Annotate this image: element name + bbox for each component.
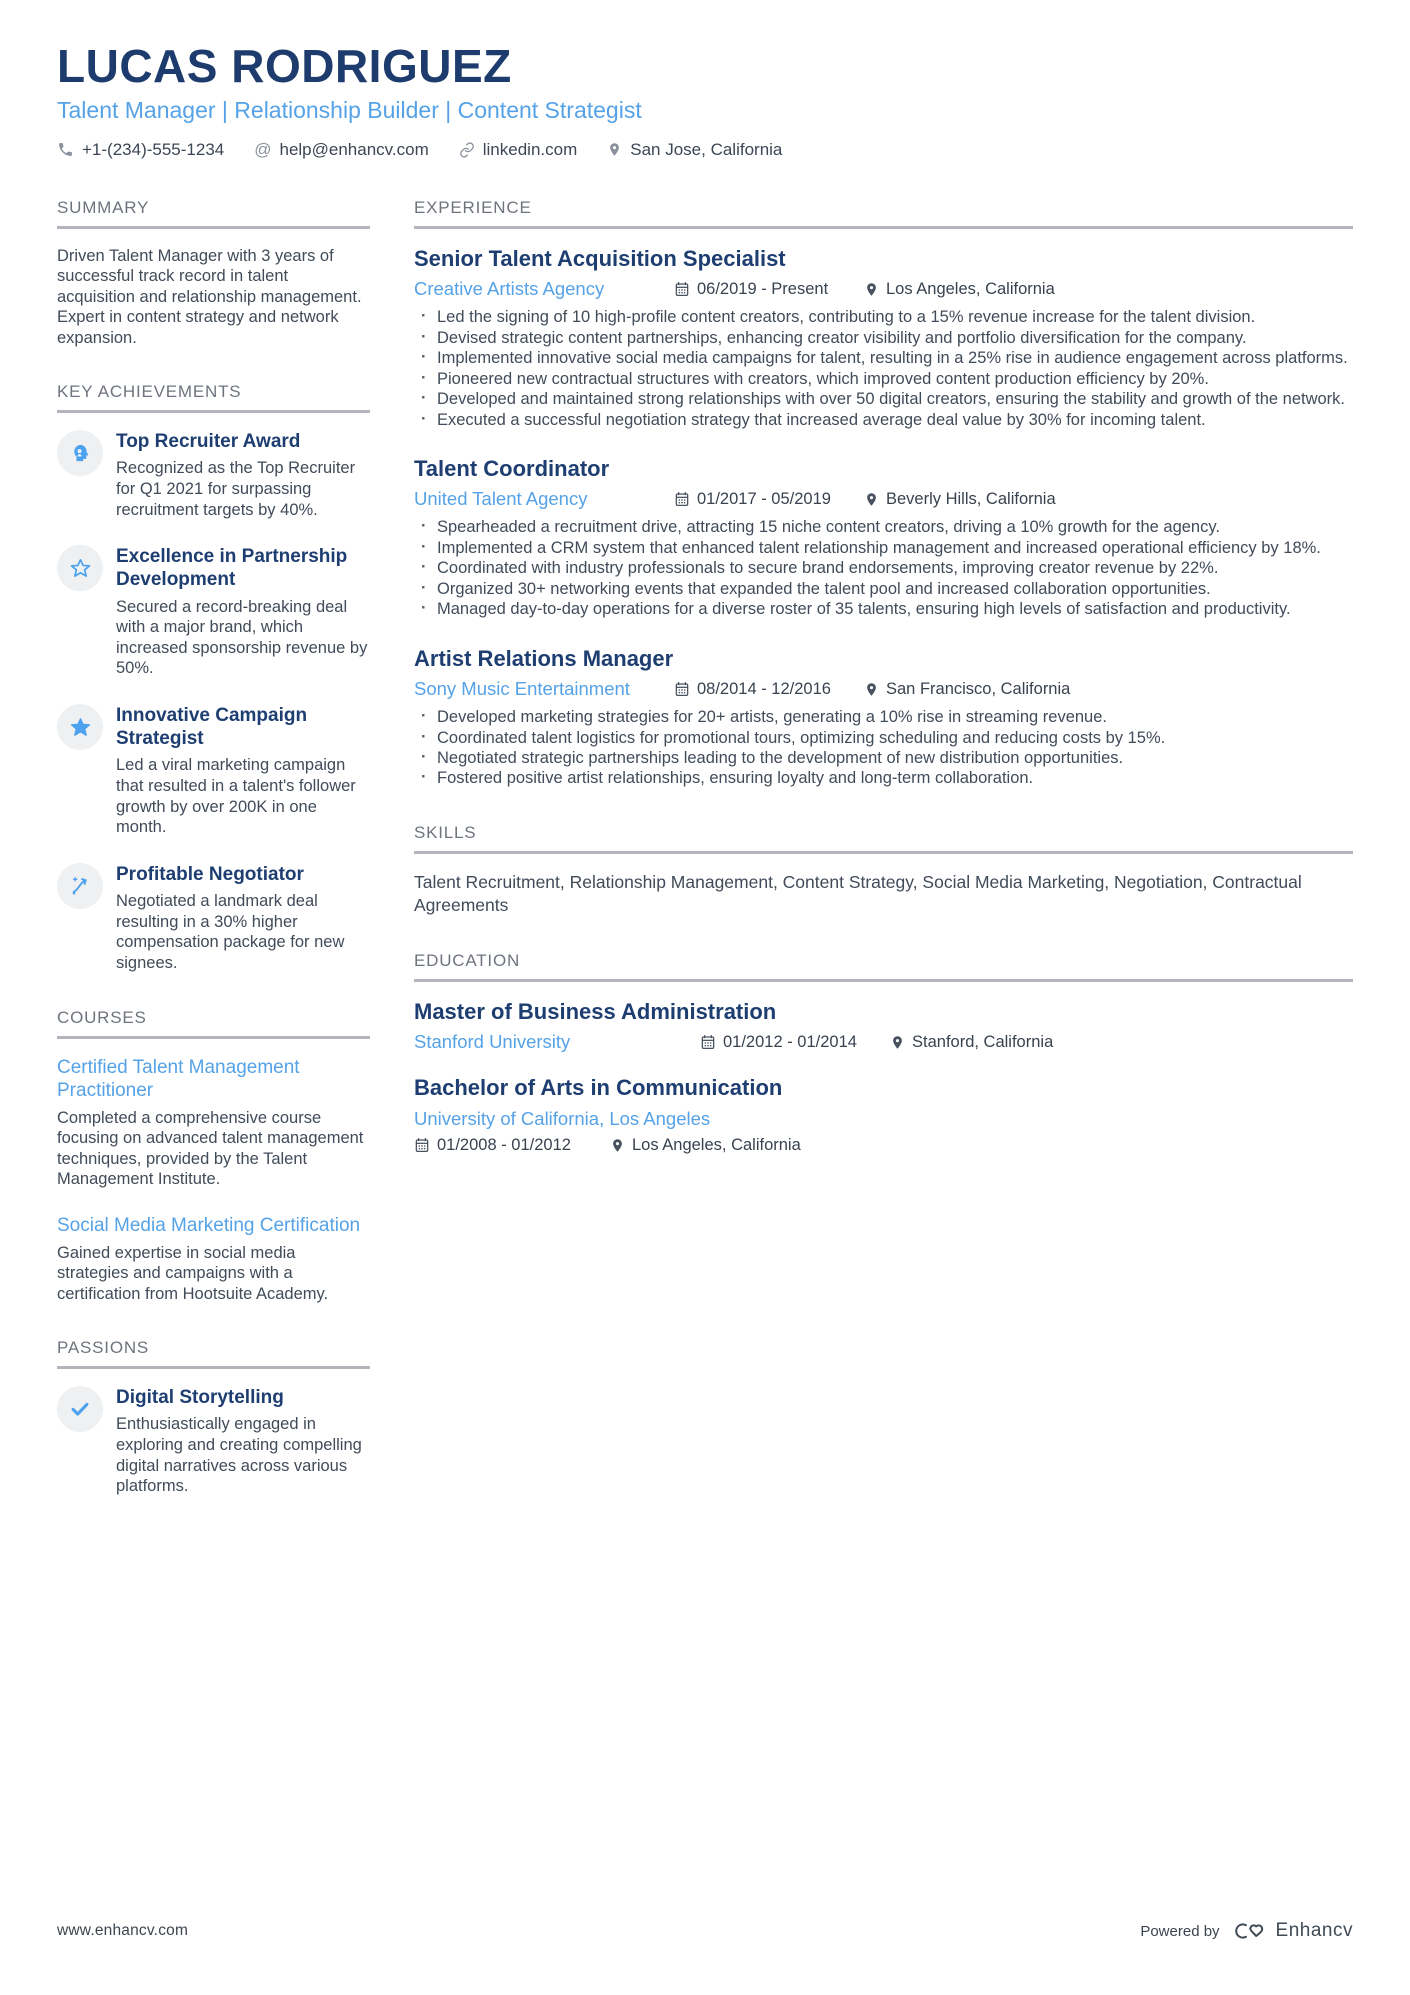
bullet: · Coordinated talent logistics for promotional tours, optimizing scheduling and reducing costs by 15%. <box>414 728 1353 748</box>
brand-name: Enhancv <box>1275 1920 1353 1941</box>
passion-title: Digital Storytelling <box>116 1387 284 1409</box>
powered-by-label: Powered by <box>1140 1922 1220 1940</box>
bullet: · Coordinated with industry professionals to secure brand endorsements, improving creator revenue by 22%. <box>414 558 1353 578</box>
bullet: · Led the signing of 10 high-profile content creators, contributing to a 15% revenue increase for the talent division. <box>414 307 1353 327</box>
calendar-icon <box>414 1137 430 1153</box>
summary-section <box>57 198 370 348</box>
calendar-icon <box>674 491 690 507</box>
summary-heading: SUMMARY <box>57 198 370 229</box>
education-entry <box>414 1075 1353 1154</box>
contact-location <box>607 140 782 160</box>
bullet: · Devised strategic content partnerships, enhancing creator visibility and portfolio diversification for the company. <box>414 328 1353 348</box>
location-icon <box>864 492 879 507</box>
bullet: · Executed a successful negotiation strategy that increased average deal value by 30% for incoming talent. <box>414 410 1353 430</box>
job-bullets <box>414 707 1353 789</box>
contact-phone[interactable] <box>57 140 224 160</box>
achievement-title: Innovative Campaign Strategist <box>116 705 308 750</box>
contact-row <box>57 140 1353 160</box>
email-icon: @ <box>254 139 272 159</box>
job-location: Beverly Hills, California <box>886 489 1056 508</box>
contact-email[interactable] <box>254 140 429 160</box>
enhancv-logo[interactable] <box>1232 1919 1353 1943</box>
job-title: Artist Relations Manager <box>414 645 674 671</box>
education-degree: Master of Business Administration <box>414 999 777 1025</box>
education-school: University of California, Los Angeles <box>414 1107 711 1129</box>
contact-linkedin-text: linkedin.com <box>482 139 578 159</box>
contact-linkedin[interactable] <box>459 140 578 160</box>
job-entry <box>414 456 1353 620</box>
achievement-text: Secured a record-breaking deal with a major brand, which increased sponsorship revenue by 50%. <box>116 597 368 678</box>
education-degree: Bachelor of Arts in Communication <box>414 1075 783 1101</box>
education-school: Stanford University <box>414 1031 571 1053</box>
left-column <box>57 198 370 1531</box>
job-location: Los Angeles, California <box>886 279 1055 298</box>
passion-text: Enthusiastically engaged in exploring and creating compelling digital narratives across various platforms. <box>116 1415 362 1496</box>
course-text: Completed a comprehensive course focusing on advanced talent management techniques, provided by the Talent Management Institute. <box>57 1108 364 1189</box>
bullet: · Spearheaded a recruitment drive, attracting 15 niche content creators, driving a 10% growth for the agency. <box>414 517 1353 537</box>
job-company: United Talent Agency <box>414 488 588 510</box>
contact-location-text: San Jose, California <box>630 139 783 159</box>
achievement-title: Top Recruiter Award <box>116 431 301 453</box>
location-icon <box>610 1138 625 1153</box>
location-icon <box>864 682 879 697</box>
bullet: · Implemented a CRM system that enhanced talent relationship management and increased operational efficiency by 18%. <box>414 538 1353 558</box>
star-filled-icon <box>57 704 103 750</box>
job-entry <box>414 646 1353 789</box>
bullet: · Developed and maintained strong relationships with over 50 digital creators, ensuring the stability and growth of the network. <box>414 389 1353 409</box>
experience-heading: EXPERIENCE <box>414 198 1353 229</box>
page-footer <box>57 1919 1353 1943</box>
job-entry <box>414 246 1353 430</box>
right-column <box>414 198 1353 1531</box>
achievement-item <box>57 545 370 679</box>
website-link[interactable]: www.enhancv.com <box>57 1922 189 1939</box>
course-title: Social Media Marketing Certification <box>57 1214 361 1236</box>
key-achievements-heading: KEY ACHIEVEMENTS <box>57 382 370 413</box>
achievement-text: Recognized as the Top Recruiter for Q1 2021 for surpassing recruitment targets by 40%. <box>116 459 356 519</box>
location-icon <box>864 282 879 297</box>
enhancv-logo-icon <box>1232 1919 1268 1943</box>
job-title: Talent Coordinator <box>414 456 610 481</box>
job-title: Senior Talent Acquisition Specialist <box>414 245 786 271</box>
calendar-icon <box>674 681 690 697</box>
achievement-text: Negotiated a landmark deal resulting in a 30% higher compensation package for new signees. <box>116 892 345 972</box>
calendar-icon <box>674 281 690 297</box>
job-bullets <box>414 517 1353 619</box>
location-icon <box>890 1035 905 1050</box>
bullet: · Pioneered new contractual structures with creators, which improved content production efficiency by 20%. <box>414 369 1353 389</box>
head-icon <box>57 430 103 476</box>
skills-text: Talent Recruitment, Relationship Management, Content Strategy, Social Media Marketing, Negotiation, Contractual Agreements <box>414 871 1302 915</box>
education-heading: EDUCATION <box>414 951 1353 982</box>
star-outline-icon <box>57 545 103 591</box>
candidate-name: LUCAS RODRIGUEZ <box>57 40 512 92</box>
check-icon <box>57 1386 103 1432</box>
calendar-icon <box>700 1034 716 1050</box>
passion-item <box>57 1386 370 1497</box>
key-achievements-section <box>57 382 370 973</box>
education-location: Los Angeles, California <box>632 1135 801 1154</box>
achievement-text: Led a viral marketing campaign that resulted in a talent's follower growth by over 200K in one month. <box>116 756 356 837</box>
education-dates: 01/2012 - 01/2014 <box>723 1032 857 1051</box>
education-entry <box>414 999 1353 1053</box>
job-company: Creative Artists Agency <box>414 278 605 300</box>
skills-heading: SKILLS <box>414 823 1353 854</box>
passions-heading: PASSIONS <box>57 1338 370 1369</box>
bullet: · Negotiated strategic partnerships leading to the development of new distribution opportunities. <box>414 748 1353 768</box>
achievement-item <box>57 704 370 838</box>
contact-email-text: help@enhancv.com <box>279 139 429 159</box>
skills-section <box>414 823 1353 917</box>
bullet: · Organized 30+ networking events that expanded the talent pool and increased collaboration opportunities. <box>414 579 1353 599</box>
education-dates: 01/2008 - 01/2012 <box>437 1135 571 1154</box>
contact-phone-text: +1-(234)-555-1234 <box>82 139 225 159</box>
course-item <box>57 1056 370 1190</box>
location-icon <box>607 142 622 157</box>
link-icon <box>459 142 475 158</box>
achievement-title: Excellence in Partnership Development <box>116 546 348 591</box>
job-dates: 01/2017 - 05/2019 <box>697 489 831 508</box>
achievement-title: Profitable Negotiator <box>116 863 304 885</box>
job-bullets <box>414 307 1353 430</box>
trajectory-icon <box>57 863 103 909</box>
job-dates: 06/2019 - Present <box>697 279 829 298</box>
summary-text: Driven Talent Manager with 3 years of successful track record in talent acquisition and relationship management. Expert in content strategy and network expansion. <box>57 246 362 347</box>
job-company: Sony Music Entertainment <box>414 678 630 700</box>
education-location: Stanford, California <box>912 1032 1054 1051</box>
passions-section <box>57 1338 370 1497</box>
education-section <box>414 951 1353 1155</box>
course-item <box>57 1214 370 1305</box>
bullet: · Fostered positive artist relationships, ensuring loyalty and long-term collaboration. <box>414 768 1353 788</box>
achievement-item <box>57 430 370 520</box>
bullet: · Developed marketing strategies for 20+ artists, generating a 10% rise in streaming revenue. <box>414 707 1353 727</box>
achievement-item <box>57 863 370 974</box>
course-title: Certified Talent Management Practitioner <box>57 1056 300 1101</box>
course-text: Gained expertise in social media strategies and campaigns with a certification from Hootsuite Academy. <box>57 1243 329 1303</box>
resume-columns <box>57 198 1353 1531</box>
courses-heading: COURSES <box>57 1008 370 1039</box>
job-dates: 08/2014 - 12/2016 <box>697 679 831 698</box>
powered-by-block <box>1140 1919 1353 1943</box>
experience-section <box>414 198 1353 789</box>
resume-header <box>57 42 1353 160</box>
job-location: San Francisco, California <box>886 679 1071 698</box>
phone-icon <box>57 141 74 158</box>
bullet: · Implemented innovative social media campaigns for talent, resulting in a 25% rise in audience engagement across platforms. <box>414 348 1353 368</box>
bullet: · Managed day-to-day operations for a diverse roster of 35 talents, ensuring high levels of satisfaction and productivity. <box>414 599 1353 619</box>
candidate-tagline: Talent Manager | Relationship Builder | Content Strategist <box>57 97 642 124</box>
courses-section <box>57 1008 370 1305</box>
